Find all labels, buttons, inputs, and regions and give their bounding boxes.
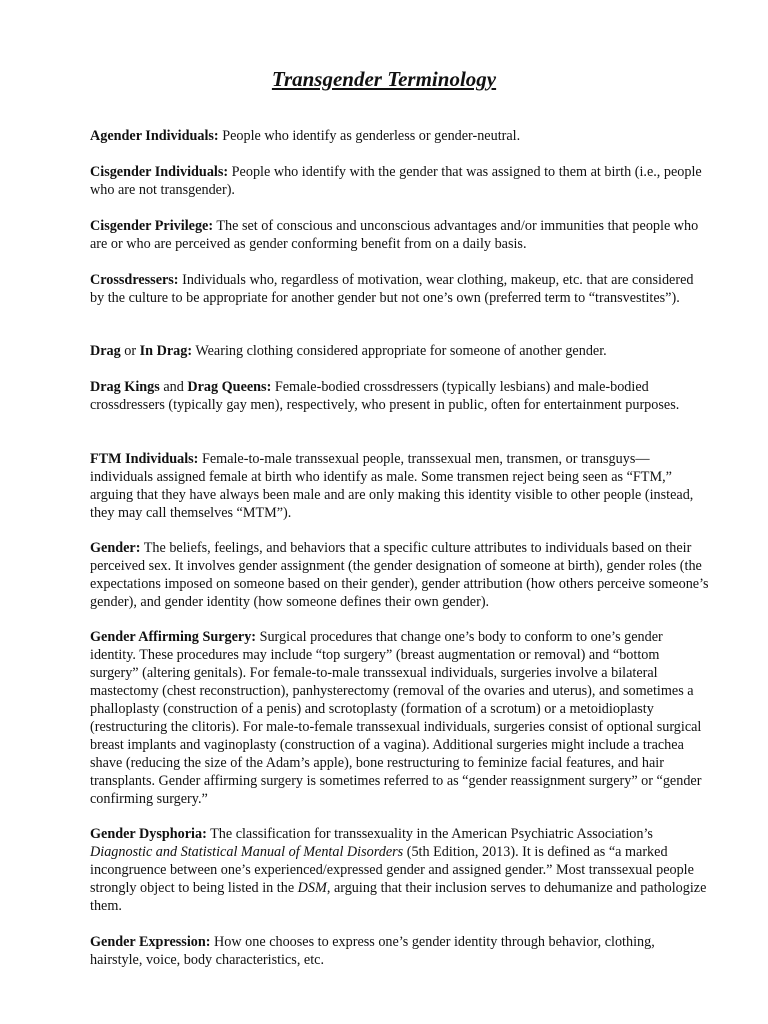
entry-cisgender — [90, 163, 710, 199]
entry-crossdressers — [90, 271, 710, 307]
definition-text: Individuals who, regardless of motivation, wear clothing, makeup, etc. that are considered by the culture to be appropriate for another gender but not one’s own (preferred term to “transvestites”). — [90, 272, 694, 306]
term-label: Gender Affirming Surgery: — [90, 629, 257, 645]
entry-gender-dysphoria — [90, 825, 710, 915]
entry-agender — [90, 127, 710, 145]
entry-gender — [90, 539, 710, 611]
definition-text: How one chooses to express one’s gender identity through behavior, clothing, hairstyle, voice, body characteristics, etc. — [90, 934, 655, 968]
entry-drag — [90, 342, 710, 360]
definition-text: Surgical procedures that change one’s body to conform to one’s gender identity. These procedures may include “top surgery” (breast augmentation or removal) and “bottom surgery” (altering genitals). For female-to-male transsexual individuals, surgeries involve a bilateral mastectomy (chest reconstruction), panhysterectomy (removal of the ovaries and uterus), and sometimes a phalloplasty (construction of a penis) and scrotoplasty (formation of a scrotum) or a metoidioplasty (restructuring the clitoris). For male-to-female transsexual individuals, surgeries consist of optional surgical breast implants and vaginoplasty (construction of a vagina). Additional surgeries might include a trachea shave (reducing the size of the Adam’s apple), bone restructuring to feminize facial features, and hair transplants. Gender affirming surgery is sometimes referred to as “gender reassignment surgery” or “gender confirming surgery.” — [90, 629, 702, 807]
term-label: Gender Expression: — [90, 934, 211, 950]
entry-drag-kings-queens — [90, 378, 710, 414]
term-label: Gender Dysphoria: — [90, 826, 207, 842]
entry-cisgender-privilege — [90, 217, 710, 253]
definition-text: People who identify as genderless or gender-neutral. — [218, 128, 521, 144]
definition-text: People who identify with the gender that was assigned to them at birth (i.e., people who are not transgender). — [90, 164, 702, 198]
definition-text: Wearing clothing considered appropriate for someone of another gender. — [192, 343, 607, 359]
connector-text: or — [120, 343, 140, 359]
term-label: Cisgender Individuals: — [90, 164, 229, 180]
term-label: Drag Queens: — [187, 379, 272, 395]
connector-text: and — [159, 379, 188, 395]
dsm-abbreviation: DSM — [297, 880, 327, 896]
term-label: Drag — [90, 343, 121, 359]
entry-ftm — [90, 450, 710, 522]
entry-gender-affirming-surgery — [90, 628, 710, 808]
term-label: Drag Kings — [90, 379, 160, 395]
book-title: Diagnostic and Statistical Manual of Mental Disorders — [90, 844, 404, 860]
term-label: Agender Individuals: — [90, 128, 219, 144]
page-title: Transgender Terminology — [271, 67, 497, 91]
entry-gender-expression — [90, 933, 710, 969]
term-label: Gender: — [90, 540, 141, 556]
term-label: Crossdressers: — [90, 272, 179, 288]
definition-text: , arguing that their inclusion serves to dehumanize and pathologize them. — [90, 880, 707, 914]
term-label: Cisgender Privilege: — [90, 218, 214, 234]
definition-text: Female-bodied crossdressers (typically lesbians) and male-bodied crossdressers (typically gay men), respectively, who present in public, often for entertainment purposes. — [90, 379, 680, 413]
definition-text: Female-to-male transsexual people, transsexual men, transmen, or transguys—individuals assigned female at birth who identify as male. Some transmen reject being seen as “FTM,” arguing that they have always been male and are only making this identity visible to other people (instead, they may call themselves “MTM”). — [90, 451, 694, 521]
definition-text: (5th Edition, 2013). It is defined as “a marked incongruence between one’s experienced/expressed gender and assigned gender.” Most transsexual people strongly object to being listed in the — [90, 844, 694, 896]
definition-text: The set of conscious and unconscious advantages and/or immunities that people who are or who are perceived as gender conforming benefit from on a daily basis. — [90, 218, 699, 252]
definition-text: The classification for transsexuality in the American Psychiatric Association’s — [206, 826, 653, 842]
term-label: In Drag: — [139, 343, 193, 359]
term-label: FTM Individuals: — [90, 451, 199, 467]
definition-text: The beliefs, feelings, and behaviors that a specific culture attributes to individuals based on their perceived sex. It involves gender assignment (the gender designation of someone at birth), gender roles (the expectations imposed on someone based on their gender), gender attribution (how others perceive someone’s gender), and gender identity (how someone defines their own gender). — [90, 540, 709, 610]
